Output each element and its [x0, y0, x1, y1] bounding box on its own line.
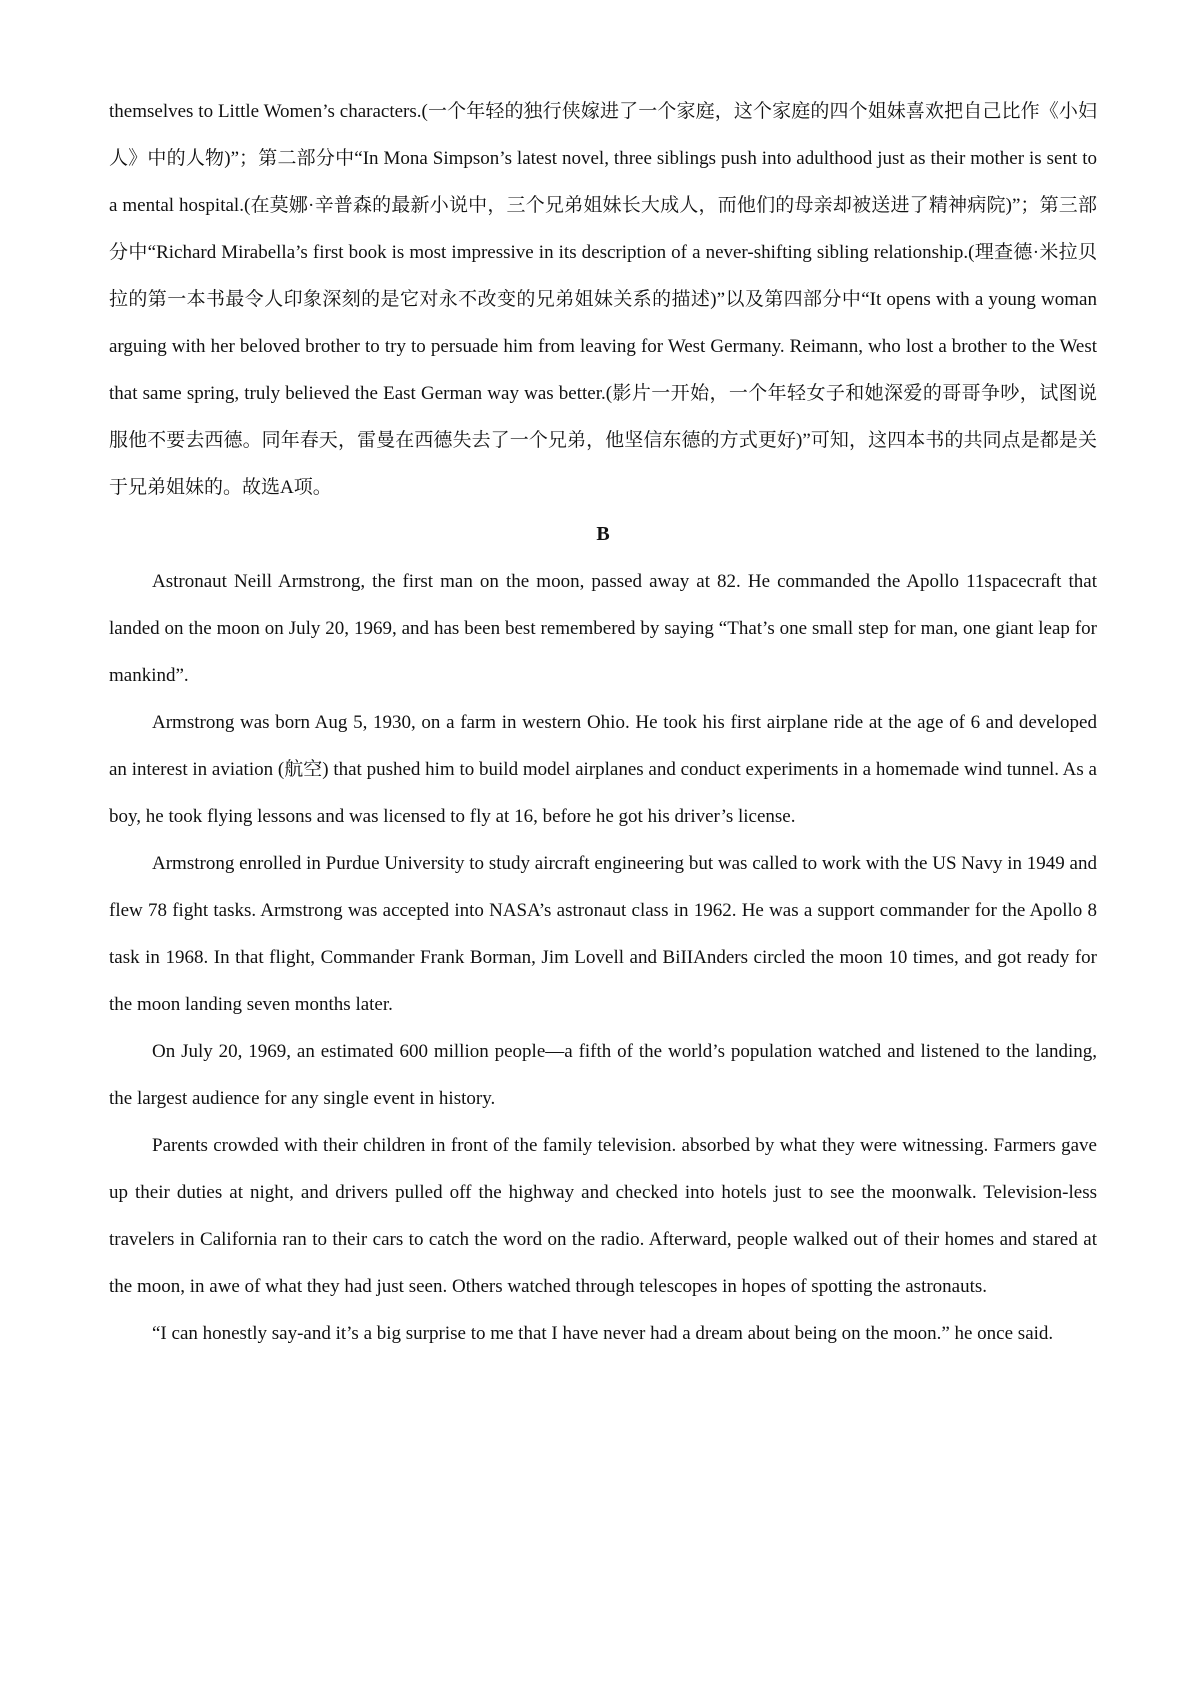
passage-paragraph-3: Armstrong enrolled in Purdue University to study aircraft engineering but was called to work with the US Navy in 1949 and flew 78 fight tasks. Armstrong was accepted into NASA’s astronaut class in 1962. He was a support commander for the Apollo 8 task in 1968. In that flight, Commander Frank Borman, Jim Lovell and BiIIAnders circled the moon 10 times, and got ready for the moon landing seven months later. — [109, 853, 1097, 1015]
passage-paragraph-1: Astronaut Neill Armstrong, the first man on the moon, passed away at 82. He commanded the Apollo 11spacecraft that landed on the moon on July 20, 1969, and has been best remembered by saying “That’s one small step for man, one giant leap for mankind”. — [109, 571, 1097, 686]
section-heading: B — [596, 523, 610, 545]
previous-answer-explanation: themselves to Little Women’s characters.(一个年轻的独行侠嫁进了一个家庭，这个家庭的四个姐妹喜欢把自己比作《小妇人》中的人物)”；第二部分中“In Mona Simpson’s latest novel, three siblings push into adulthood just as their mother is sent to a mental hospital.(在莫娜·辛普森的最新小说中，三个兄弟姐妹长大成人，而他们的母亲却被送进了精神病院)”；第三部分中“Richard Mirabella’s first book is most impressive in its description of a never-shifting sibling relationship.(理查德·米拉贝拉的第一本书最令人印象深刻的是它对永不改变的兄弟姐妹关系的描述)”以及第四部分中“It opens with a young woman arguing with her beloved brother to try to persuade him from leaving for West Germany. Reimann, who lost a brother to the West that same spring, truly believed the East German way was better.(影片一开始，一个年轻女子和她深爱的哥哥争吵，试图说服他不要去西德。同年春天，雷曼在西德失去了一个兄弟，他坚信东德的方式更好)”可知，这四本书的共同点是都是关于兄弟姐妹的。故选A项。 — [109, 101, 1097, 498]
passage-paragraph-4: On July 20, 1969, an estimated 600 million people—a fifth of the world’s population watched and listened to the landing, the largest audience for any single event in history. — [109, 1041, 1097, 1109]
passage-paragraph-2: Armstrong was born Aug 5, 1930, on a farm in western Ohio. He took his first airplane ride at the age of 6 and developed an interest in aviation (航空) that pushed him to build model airplanes and conduct experiments in a homemade wind tunnel. As a boy, he took flying lessons and was licensed to fly at 16, before he got his driver’s license. — [109, 712, 1097, 827]
passage-paragraph-5: Parents crowded with their children in front of the family television. absorbed by what they were witnessing. Farmers gave up their duties at night, and drivers pulled off the highway and checked into hotels just to see the moonwalk. Television-less travelers in California ran to their cars to catch the word on the radio. Afterward, people walked out of their homes and stared at the moon, in awe of what they had just seen. Others watched through telescopes in hopes of spotting the astronauts. — [109, 1135, 1097, 1297]
passage-paragraph-6: “I can honestly say-and it’s a big surprise to me that I have never had a dream about being on the moon.” he once said. — [152, 1323, 1054, 1344]
